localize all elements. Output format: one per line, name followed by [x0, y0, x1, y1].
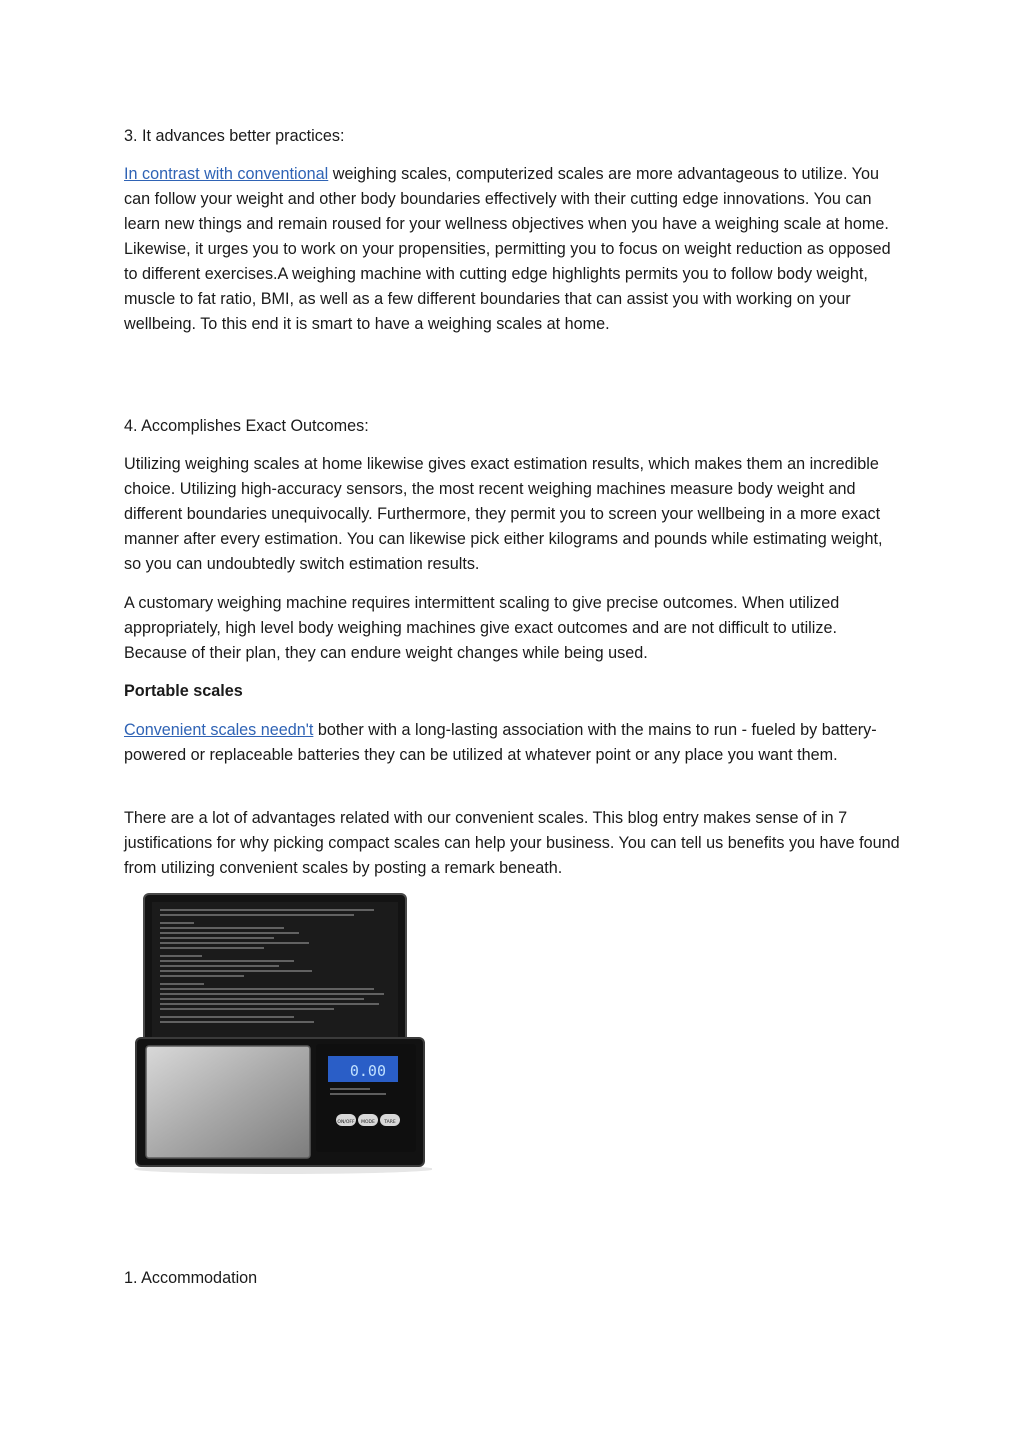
- portable-paragraph-2: There are a lot of advantages related with our convenient scales. This blog entry makes sense of in 7 justifications for why picking compact scales can help your business. You can tell us benefits you have found from utilizing convenient scales by posting a remark beneath.: [124, 809, 900, 877]
- section-3-heading: 3. It advances better practices:: [124, 127, 345, 145]
- portable-scales-heading: Portable scales: [124, 682, 243, 700]
- scale-display-reading: 0.00: [349, 1062, 386, 1080]
- button-label-onoff: ON/OFF: [337, 1120, 355, 1125]
- section-1-heading: 1. Accommodation: [124, 1269, 258, 1287]
- section-4-paragraph-1: Utilizing weighing scales at home likewise gives exact estimation results, which makes them an incredible choice. Utilizing high-accuracy sensors, the most recent weighing machines measure body weight and different boundaries unequivocally. Furthermore, they permit you to screen your wellbeing in a more exact manner after every estimation. You can likewise pick either kilograms and pounds while estimating weight, so you can undoubtedly switch estimation results.: [124, 455, 883, 573]
- portable-paragraph-1: [124, 718, 904, 768]
- section-4-heading: 4. Accomplishes Exact Outcomes:: [124, 417, 369, 435]
- section-3-paragraph: [124, 162, 904, 337]
- button-label-tare: TARE: [384, 1120, 396, 1125]
- in-contrast-link[interactable]: In contrast with conventional: [124, 165, 329, 183]
- portable-paragraph-1-text: bother with a long-lasting association with the mains to run - fueled by battery-powered or replaceable batteries they can be utilized at whatever point or any place you want them.: [124, 721, 877, 764]
- section-4-paragraph-2: A customary weighing machine requires intermittent scaling to give precise outcomes. When utilized appropriately, high level body weighing machines give exact outcomes and are not difficult to utilize. Because of their plan, they can endure weight changes while being used.: [124, 594, 840, 662]
- button-label-mode: MODE: [361, 1120, 375, 1125]
- convenient-scales-link[interactable]: Convenient scales needn't: [124, 721, 314, 739]
- section-3-paragraph-text: weighing scales, computerized scales are more advantageous to utilize. You can follow your weight and other body boundaries effectively with their cutting edge innovations. You can learn new things and remain roused for your wellness objectives when you have a weighing scale at home. Likewise, it urges you to work on your propensities, permitting you to focus on weight reduction as opposed to different exercises.A weighing machine with cutting edge highlights permits you to follow body weight, muscle to fat ratio, BMI, as well as a few different boundaries that can assist you with working on your wellbeing. To this end it is smart to have a weighing scales at home.: [124, 165, 891, 333]
- pocket-scale-image: [124, 888, 432, 1178]
